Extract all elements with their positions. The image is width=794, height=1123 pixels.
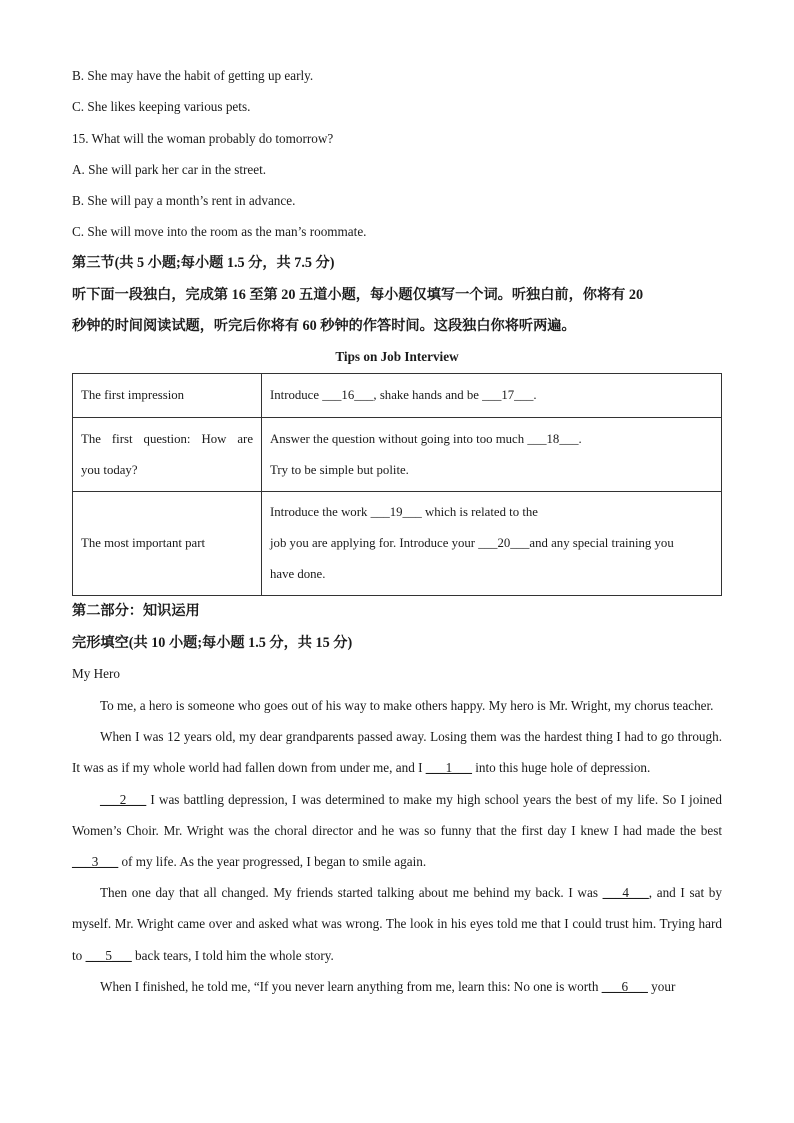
- passage-body: [72, 690, 722, 1002]
- table-content-line: Answer the question without going into too much ___18___.: [270, 431, 582, 446]
- table-content-line: have done.: [270, 567, 326, 581]
- part-2-heading: 第二部分：知识运用: [72, 603, 200, 619]
- table-label-line: you today?: [81, 462, 138, 477]
- option-b-line: B. She may have the habit of getting up early.: [72, 68, 314, 83]
- table-content-line: job you are applying for. Introduce your ___20___and any special training you: [270, 536, 674, 550]
- blank-1: ___1___: [425, 760, 472, 776]
- blank-2: ___2___: [100, 791, 147, 807]
- section-3-heading: 第三节(共 5 小题;每小题 1.5 分，共 7.5 分): [72, 255, 335, 271]
- paragraph-5: When I finished, he told me, “If you never learn anything from me, learn this: No one is worth ___6___ your: [100, 978, 676, 994]
- table-label-line: The first question: How are: [81, 431, 253, 446]
- blank-3: ___3___: [72, 854, 119, 870]
- question-15-option-c: C. She will move into the room as the man’s roommate.: [72, 224, 367, 239]
- blank-4: ___4___: [602, 885, 649, 901]
- question-15-option-b: B. She will pay a month’s rent in advance.: [72, 193, 296, 208]
- table-content-line: Try to be simple but polite.: [270, 462, 409, 477]
- blank-6: ___6___: [601, 978, 648, 994]
- table-cell-label: [73, 418, 262, 492]
- table-cell-content: [262, 492, 722, 596]
- table-cell-label: The most important part: [73, 492, 262, 596]
- question-15-stem: 15. What will the woman probably do tomorrow?: [72, 131, 334, 146]
- paragraph-1: To me, a hero is someone who goes out of his way to make others happy. My hero is Mr. Wright, my chorus teacher.: [100, 698, 714, 713]
- table-row: [73, 418, 722, 492]
- passage-title: My Hero: [72, 666, 120, 681]
- table-cell-content: [262, 418, 722, 492]
- table-cell-label: The first impression: [73, 374, 262, 418]
- paragraph-4: Then one day that all changed. My friends started talking about me behind my back. I was ___4___, and I sat by myself. Mr. Wright came over and asked what was wrong. The look in his eyes told me that I could trust him. Trying hard to ___5___ back tears, I told him the whole story.: [72, 885, 722, 963]
- table-title: Tips on Job Interview: [335, 349, 459, 364]
- table-cell-content: Introduce ___16___, shake hands and be ___17___.: [262, 374, 722, 418]
- section-3-instruction-1: 听下面一段独白，完成第 16 至第 20 五道小题，每小题仅填写一个词。听独白前，你将有 20: [72, 287, 644, 303]
- option-c-line: C. She likes keeping various pets.: [72, 99, 251, 114]
- blank-5: ___5___: [85, 947, 132, 963]
- cloze-heading: 完形填空(共 10 小题;每小题 1.5 分，共 15 分): [72, 635, 353, 651]
- table-content-line: Introduce the work ___19___ which is related to the: [270, 505, 538, 519]
- table-row: [73, 492, 722, 596]
- table-row: [73, 374, 722, 418]
- paragraph-2: When I was 12 years old, my dear grandparents passed away. Losing them was the hardest thing I had to go through. It was as if my whole world had fallen down from under me, and I ___1___ into this huge hole of depression.: [72, 729, 722, 776]
- section-3-instruction-2: 秒钟的时间阅读试题，听完后你将有 60 秒钟的作答时间。这段独白你将听两遍。: [72, 318, 576, 334]
- paragraph-3: ___2___ I was battling depression, I was determined to make my high school years the best of my life. So I joined Women’s Choir. Mr. Wright was the choral director and he was so funny that the first day I knew I had made the best ___3___ of my life. As the year progressed, I began to smile again.: [72, 791, 722, 870]
- question-15-option-a: A. She will park her car in the street.: [72, 162, 267, 177]
- tips-table: [72, 373, 722, 596]
